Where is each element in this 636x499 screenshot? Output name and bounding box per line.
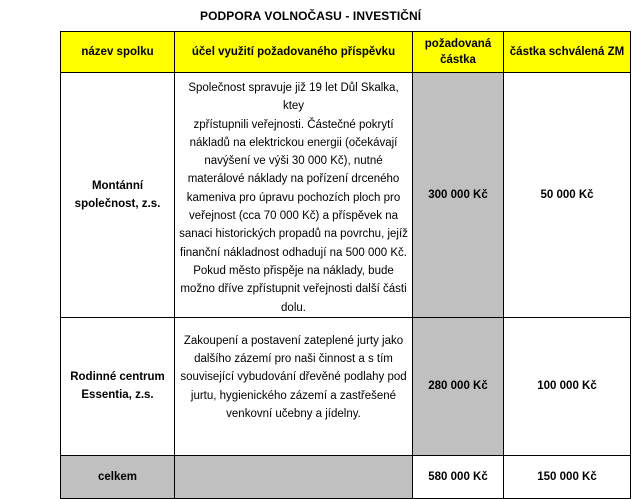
total-empty-cell xyxy=(175,455,413,498)
purpose-line: materálové náklady na pořízení drceného xyxy=(187,173,400,186)
purpose-line: kameniva pro úpravu pochozích ploch pro xyxy=(186,191,401,204)
org-name-text: Montánní společnost, z.s. xyxy=(74,179,161,210)
approved-amount: 100 000 Kč xyxy=(504,317,631,455)
requested-amount: 280 000 Kč xyxy=(413,317,504,455)
purpose-cell xyxy=(175,317,413,455)
purpose-cell xyxy=(175,73,413,318)
total-row xyxy=(61,455,631,498)
header-purpose: účel využití požadovaného příspěvku xyxy=(175,32,413,73)
org-name xyxy=(61,317,175,455)
total-requested: 580 000 Kč xyxy=(413,455,504,498)
purpose-line: Společnost spravuje již 19 let Důl Skalka, ktey xyxy=(188,82,399,113)
table-row xyxy=(61,317,631,455)
table-header-row xyxy=(61,32,631,73)
approved-amount: 50 000 Kč xyxy=(504,73,631,318)
purpose-line: související vybudování dřevěné podlahy pod xyxy=(180,371,407,384)
purpose-line: navýšení ve výši 30 000 Kč), nutné xyxy=(204,155,383,168)
purpose-line: možno dříve zpřístupnit veřejnosti další části xyxy=(180,283,407,296)
purpose-line: Zakoupení a postavení zateplené jurty jako xyxy=(183,334,404,347)
header-requested: požadovaná částka xyxy=(413,32,504,73)
purpose-line: zpřístupnili veřejnosti. Částečné pokrytí xyxy=(193,118,394,131)
table-row xyxy=(61,73,631,318)
org-name xyxy=(61,73,175,318)
purpose-line: finanční nákladnost odhadují na 500 000 Kč. xyxy=(180,246,407,259)
purpose-line: Pokud město přispěje na náklady, bude xyxy=(193,264,394,277)
header-approved: částka schválená ZM xyxy=(504,32,631,73)
total-approved: 150 000 Kč xyxy=(504,455,631,498)
header-name: název spolku xyxy=(61,32,175,73)
grant-table xyxy=(60,31,631,499)
purpose-line: sanaci historických propadů na povrchu, jejíž xyxy=(179,228,408,241)
purpose-line: dolu. xyxy=(281,301,306,314)
purpose-line: jurtu, hygienického zázemí a zastřešené xyxy=(190,389,397,402)
page-title: PODPORA VOLNOČASU - INVESTIČNÍ xyxy=(200,9,422,23)
org-name-text: Rodinné centrum Essentia, z.s. xyxy=(70,371,165,402)
purpose-line: nákladů na elektrickou energii (očekávají xyxy=(189,136,398,149)
purpose-line: dalšího zázemí pro naši činnost a s tím xyxy=(194,353,393,366)
requested-amount: 300 000 Kč xyxy=(413,73,504,318)
total-label: celkem xyxy=(61,455,175,498)
purpose-line: venkovní učebny a jídelny. xyxy=(226,408,361,421)
purpose-line: veřejnost (cca 70 000 Kč) a příspěvek na xyxy=(188,210,399,223)
